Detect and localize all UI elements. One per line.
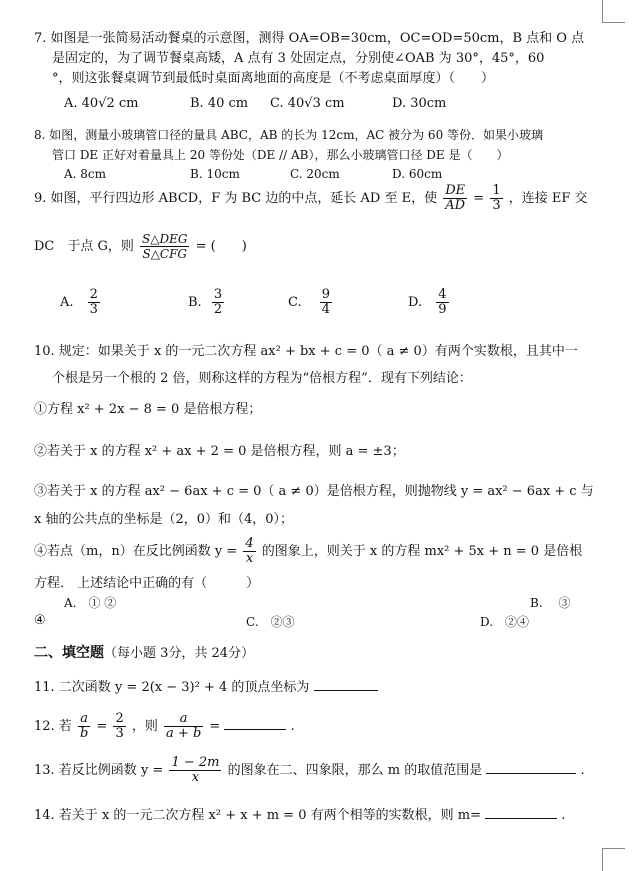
q7-option-c: C. 40√3 cm bbox=[270, 96, 345, 111]
q13-text-pre: 13. 若反比例函数 y = bbox=[34, 763, 164, 778]
q10-option-d: D. ②④ bbox=[480, 615, 530, 629]
q10-option-a-cont: ④ bbox=[34, 613, 46, 628]
q10-conclusion-4a bbox=[34, 537, 582, 566]
q9-option-a-den: 3 bbox=[89, 302, 98, 317]
q11-answer-blank[interactable] bbox=[314, 678, 378, 691]
q9-option-b-num: 3 bbox=[213, 287, 223, 302]
q12-frac-b: b bbox=[79, 726, 89, 741]
q14 bbox=[34, 804, 565, 823]
q8-option-d: D. 60cm bbox=[392, 167, 443, 181]
section-2-header bbox=[34, 642, 254, 662]
q10-c4-fraction bbox=[243, 537, 255, 566]
q13-fraction bbox=[169, 756, 221, 785]
q9-option-d bbox=[408, 288, 451, 317]
q7-option-d: D. 30cm bbox=[392, 96, 447, 111]
q7-option-a: A. 40√2 cm bbox=[64, 96, 139, 111]
q9-fraction-one-third bbox=[490, 184, 502, 213]
q8-option-a: A. 8cm bbox=[64, 167, 107, 181]
section-2-title: 二、填空题 bbox=[34, 645, 104, 661]
q9-frac1-den: AD bbox=[445, 198, 466, 213]
q14-end: . bbox=[561, 808, 566, 823]
q9-text-c: DC 于点 G，则 bbox=[34, 239, 134, 254]
q10-conclusion-1: ①方程 x² + 2x − 8 = 0 是倍根方程； bbox=[34, 402, 262, 417]
q10-c4-post: 的图象上，则关于 x 的方程 mx² + 5x + n = 0 是倍根 bbox=[261, 544, 583, 559]
q10-option-a: A. ① ② bbox=[64, 596, 117, 610]
q12-text-post: = bbox=[209, 719, 221, 734]
q7-option-b: B. 40 cm bbox=[190, 96, 249, 111]
q10-conclusion-3b: x 轴的公共点的坐标是（2，0）和（4，0）； bbox=[34, 512, 294, 527]
q9-equals: = bbox=[473, 191, 485, 206]
q13-end: . bbox=[580, 763, 585, 778]
q9-option-d-num: 4 bbox=[438, 287, 447, 302]
q8-option-c: C. 20cm bbox=[290, 167, 340, 181]
q9-option-c-num: 9 bbox=[321, 287, 331, 302]
q7-line-1: 7. 如图是一张简易活动餐桌的示意图，测得 OA=OB=30cm，OC=OD=50cm，B 点和 O 点 bbox=[34, 31, 585, 46]
q9-frac1-num: DE bbox=[445, 183, 466, 198]
q10-option-c: C. ②③ bbox=[246, 615, 295, 629]
q9-option-c-frac bbox=[320, 288, 332, 317]
q9-option-b-frac bbox=[212, 288, 224, 317]
page-corner-mark-top bbox=[602, 0, 625, 23]
q10-conclusion-3a: ③若关于 x 的方程 ax² − 6ax + c = 0（ a ≠ 0）是倍根方程，则抛物线 y = ax² − 6ax + c 与 bbox=[34, 484, 594, 499]
q13 bbox=[34, 756, 585, 785]
q12-eq: = bbox=[96, 719, 108, 734]
q9-option-c-label: C. bbox=[288, 295, 302, 310]
q10-c4-pre: ④若点（m，n）在反比例函数 y = bbox=[34, 544, 238, 559]
q9-frac2-num: 1 bbox=[492, 183, 501, 198]
q9-text-a: 9. 如图，平行四边形 ABCD，F 为 BC 边的中点，延长 AD 至 E，使 bbox=[34, 191, 438, 206]
q8-line-2: 管口 DE 正好对着量具上 20 等份处（DE // AB），那么小玻璃管口径 DE 是（ ） bbox=[52, 148, 509, 162]
q12-text-mid: ，则 bbox=[131, 719, 158, 734]
q14-answer-blank[interactable] bbox=[485, 806, 557, 819]
q10-option-b: B. ③ bbox=[530, 596, 571, 610]
q9-option-c-den: 4 bbox=[321, 302, 331, 317]
q9-frac2-den: 3 bbox=[492, 198, 501, 213]
q7-line-2: 是固定的，为了调节餐桌高矮，A 点有 3 处固定点，分别使∠OAB 为 30°，45°，60 bbox=[52, 51, 545, 66]
q9-option-b-den: 2 bbox=[213, 302, 223, 317]
q12-answer-blank[interactable] bbox=[224, 717, 286, 730]
q12 bbox=[34, 712, 295, 741]
q12-frac-target-num: a bbox=[164, 712, 203, 727]
q9-option-d-den: 9 bbox=[438, 302, 447, 317]
q9-fraction-de-ad bbox=[443, 184, 467, 213]
q11-text: 11. 二次函数 y = 2(x − 3)² + 4 的顶点坐标为 bbox=[34, 680, 310, 695]
q12-frac-target bbox=[164, 712, 203, 741]
section-2-note: （每小题 3分，共 24分） bbox=[104, 646, 255, 661]
q7-line-3: °，则这张餐桌调节到最低时桌面离地面的高度是（不考虑桌面厚度）（ ） bbox=[52, 71, 495, 86]
q9-ratio-den: S△CFG bbox=[142, 247, 188, 261]
q10-line-1: 10. 规定：如果关于 x 的一元二次方程 ax² + bx + c = 0（ a ≠ 0）有两个实数根，且其中一 bbox=[34, 344, 578, 359]
q9-ratio-num: S△DEG bbox=[142, 232, 188, 246]
q12-end: . bbox=[290, 719, 295, 734]
page-corner-mark-bottom bbox=[602, 848, 625, 871]
q12-frac-target-den: a + b bbox=[166, 726, 202, 741]
q13-frac-num: 1 − 2m bbox=[171, 755, 220, 770]
q13-answer-blank[interactable] bbox=[486, 761, 576, 774]
q12-frac-a-b bbox=[78, 712, 90, 741]
q9-line-2 bbox=[34, 232, 247, 261]
q9-option-b-label: B. bbox=[188, 295, 202, 310]
q12-text-pre: 12. 若 bbox=[34, 719, 72, 734]
q12-frac-2-3 bbox=[113, 712, 125, 741]
q9-option-a-num: 2 bbox=[89, 287, 98, 302]
q9-area-ratio bbox=[140, 232, 189, 261]
q10-conclusion-4b: 方程． 上述结论中正确的有（ ） bbox=[34, 576, 260, 591]
q13-frac-den: x bbox=[191, 770, 200, 785]
q9-option-d-frac bbox=[436, 288, 448, 317]
q10-line-2: 个根是另一个根的 2 倍，则称这样的方程为“倍根方程”．现有下列结论： bbox=[52, 371, 472, 386]
q8-line-1: 8. 如图，测量小玻璃管口径的量具 ABC，AB 的长为 12cm，AC 被分为 60 等份．如果小玻璃 bbox=[34, 128, 544, 142]
q11 bbox=[34, 676, 378, 695]
q13-text-post: 的图象在二、四象限，那么 m 的取值范围是 bbox=[227, 763, 483, 778]
q9-option-b bbox=[188, 288, 226, 317]
q14-text: 14. 若关于 x 的一元二次方程 x² + x + m = 0 有两个相等的实数根，则 m= bbox=[34, 808, 481, 823]
q9-option-a bbox=[60, 288, 102, 317]
q9-option-a-frac bbox=[88, 288, 100, 317]
q9-option-a-label: A. bbox=[60, 295, 74, 310]
q10-c4-den: x bbox=[245, 551, 254, 566]
q8-option-b: B. 10cm bbox=[190, 167, 240, 181]
q9-option-c bbox=[288, 288, 334, 317]
q9-option-d-label: D. bbox=[408, 295, 423, 310]
q10-conclusion-2: ②若关于 x 的方程 x² + ax + 2 = 0 是倍根方程，则 a = ±3； bbox=[34, 444, 405, 459]
q10-c4-num: 4 bbox=[245, 536, 254, 551]
q9-text-d: = ( ) bbox=[195, 239, 247, 254]
q12-frac-3: 3 bbox=[115, 726, 124, 741]
q12-frac-2: 2 bbox=[115, 711, 124, 726]
q9-line-1 bbox=[34, 184, 588, 213]
q9-text-b: ，连接 EF 交 bbox=[508, 191, 588, 206]
q12-frac-a: a bbox=[78, 712, 90, 727]
